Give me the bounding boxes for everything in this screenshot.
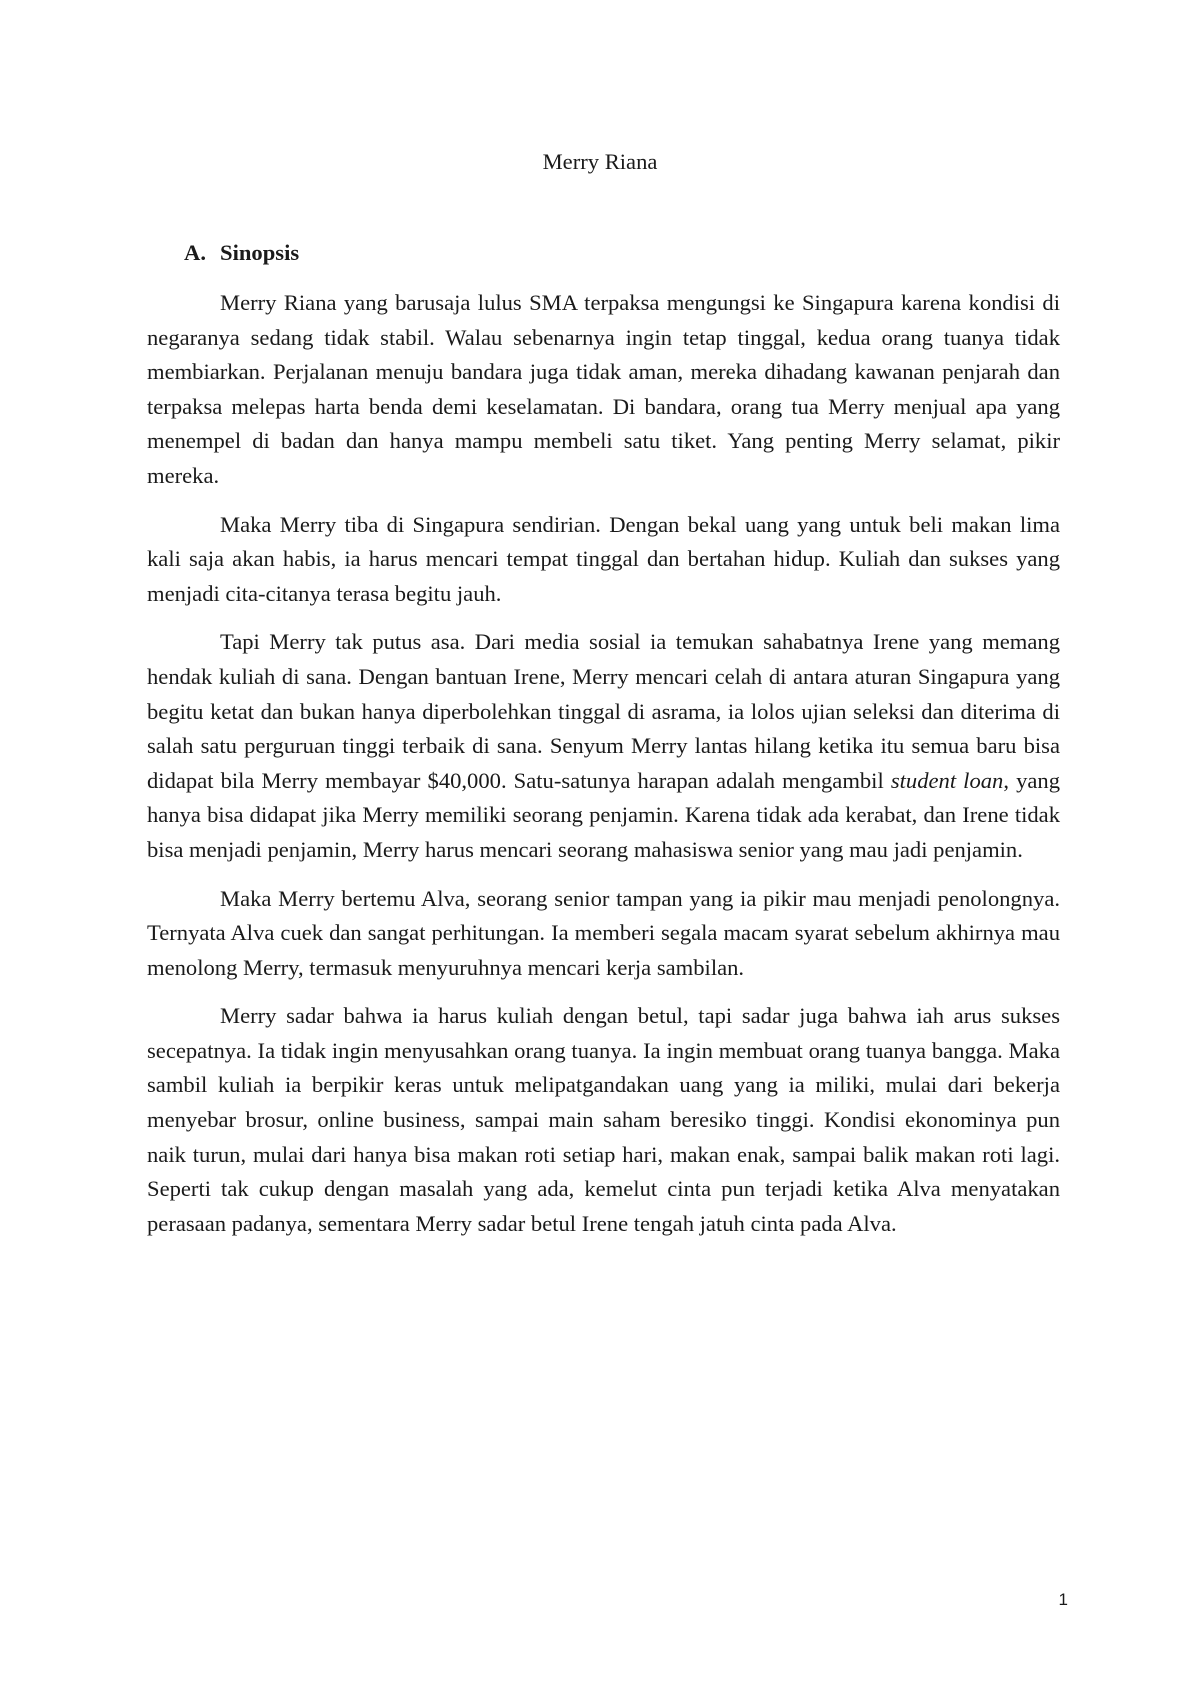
section-heading-text: Sinopsis [220,240,300,265]
paragraph-4: Maka Merry bertemu Alva, seorang senior tampan yang ia pikir mau menjadi penolongnya. Ternyata Alva cuek dan sangat perhitungan. Ia memberi segala macam syarat sebelum akhirnya mau menolong Merry, termasuk menyuruhnya mencari kerja sambilan. [147,885,1060,980]
document-title: Merry Riana [542,149,658,174]
document-body [147,286,1060,1255]
page-number: 1 [1058,1590,1068,1609]
paragraph-3 [147,625,1060,867]
italic-term: student loan [890,767,1004,793]
paragraph-3-part-1: Tapi Merry tak putus asa. Dari media sosial ia temukan sahabatnya Irene yang memang hendak kuliah di sana. Dengan bantuan Irene, Merry mencari celah di antara aturan Singapura yang begitu ketat dan bukan hanya diperbolehkan tinggal di asrama, ia lolos ujian seleksi dan diterima di salah satu perguruan tinggi terbaik di sana. Senyum Merry lantas hilang ketika itu semua baru bisa didapat bila Merry membayar $40,000. Satu-satunya harapan adalah mengambil [147,629,1060,793]
paragraph-5: Merry sadar bahwa ia harus kuliah dengan betul, tapi sadar juga bahwa iah arus sukses secepatnya. Ia tidak ingin menyusahkan orang tuanya. Ia ingin membuat orang tuanya bangga. Maka sambil kuliah ia berpikir keras untuk melipatgandakan uang yang ia miliki, mulai dari bekerja menyebar brosur, online business, sampai main saham beresiko tinggi. Kondisi ekonominya pun naik turun, mulai dari hanya bisa makan roti setiap hari, makan enak, sampai balik makan roti lagi. Seperti tak cukup dengan masalah yang ada, kemelut cinta pun terjadi ketika Alva menyatakan perasaan padanya, sementara Merry sadar betul Irene tengah jatuh cinta pada Alva. [147,1003,1060,1236]
paragraph-3-part-2: , yang hanya bisa didapat jika Merry memiliki seorang penjamin. Karena tidak ada kerabat, dan Irene tidak bisa menjadi penjamin, Merry harus mencari seorang mahasiswa senior yang mau jadi penjamin. [147,767,1060,862]
section-heading [184,236,299,270]
paragraph-2: Maka Merry tiba di Singapura sendirian. Dengan bekal uang yang untuk beli makan lima kali saja akan habis, ia harus mencari tempat tinggal dan bertahan hidup. Kuliah dan sukses yang menjadi cita-citanya terasa begitu jauh. [147,511,1060,606]
section-number: A. [184,240,206,265]
paragraph-1: Merry Riana yang barusaja lulus SMA terpaksa mengungsi ke Singapura karena kondisi di negaranya sedang tidak stabil. Walau sebenarnya ingin tetap tinggal, kedua orang tuanya tidak membiarkan. Perjalanan menuju bandara juga tidak aman, mereka dihadang kawanan penjarah dan terpaksa melepas harta benda demi keselamatan. Di bandara, orang tua Merry menjual apa yang menempel di badan dan hanya mampu membeli satu tiket. Yang penting Merry selamat, pikir mereka. [147,290,1060,488]
